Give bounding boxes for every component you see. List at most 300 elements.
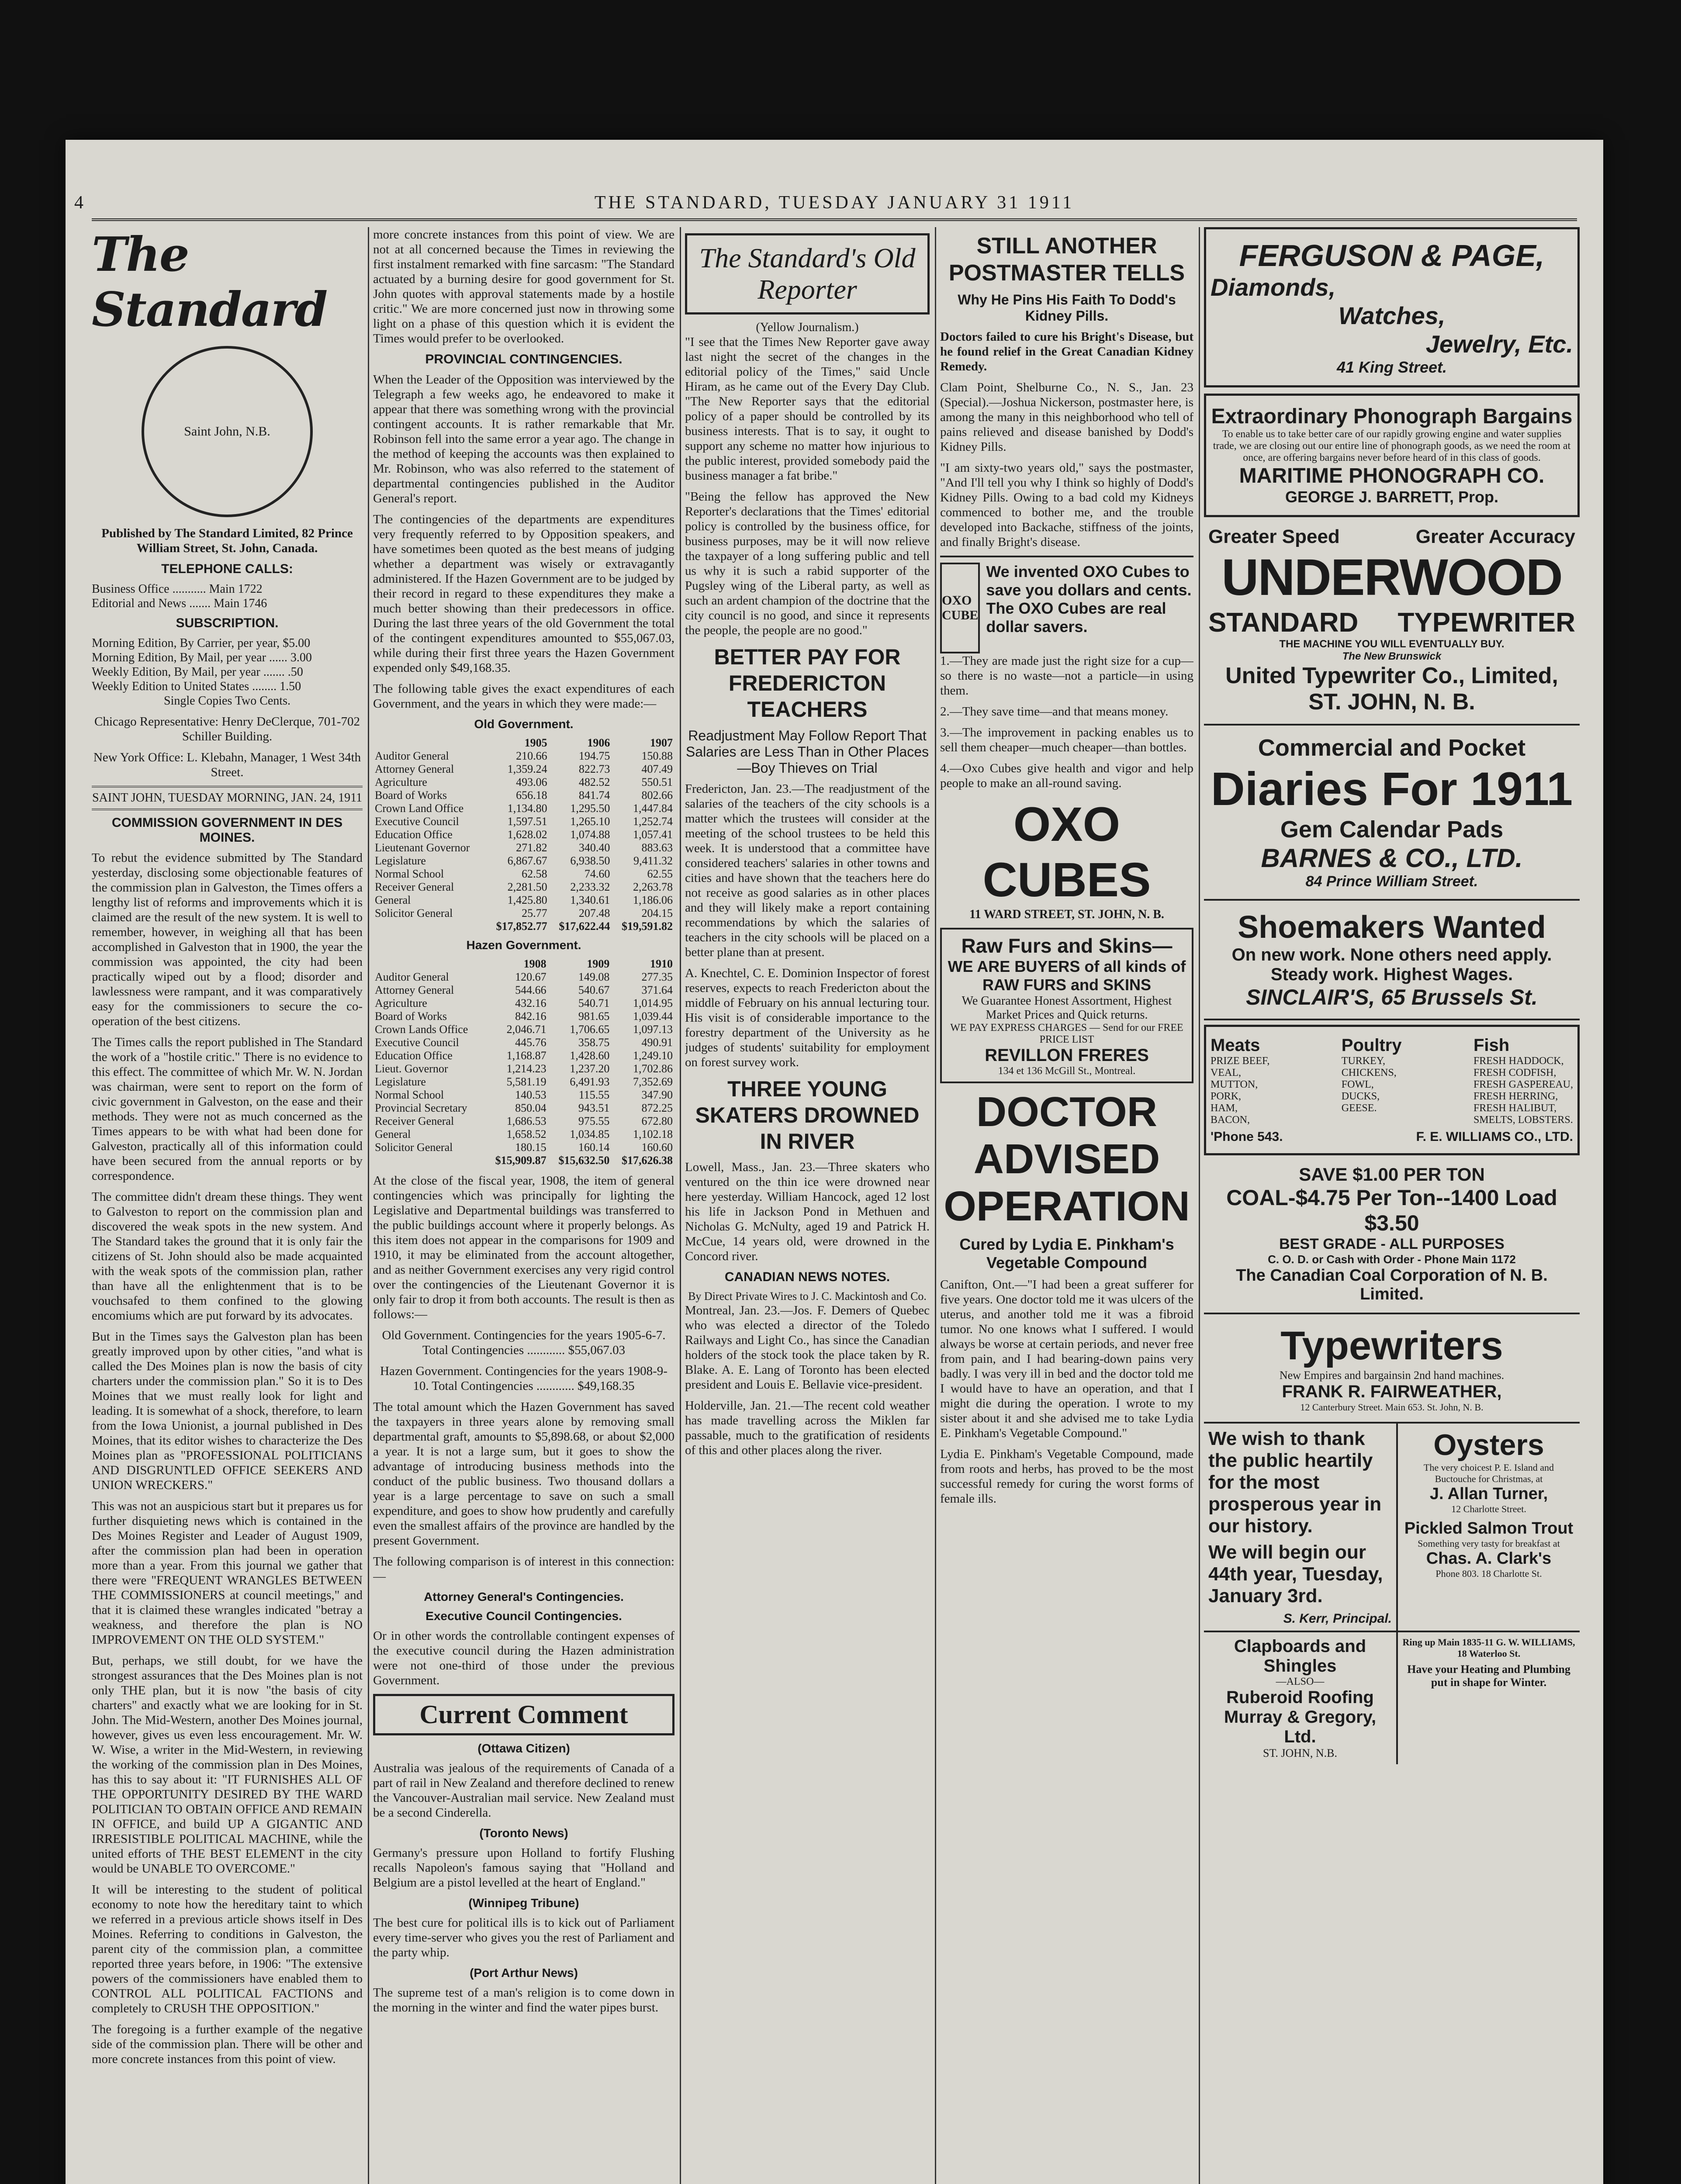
news-notes-heading: CANADIAN NEWS NOTES. bbox=[724, 1270, 890, 1284]
table-title: Hazen Government. bbox=[466, 938, 581, 952]
underwood-brand: UNDERWOOD bbox=[1221, 549, 1562, 606]
column-reporter bbox=[685, 227, 930, 2184]
meats-heading: Meats bbox=[1211, 1036, 1260, 1055]
table-cell: $19,591.82 bbox=[622, 920, 673, 933]
table-cell: Board of Works bbox=[375, 789, 447, 802]
table-row bbox=[373, 1049, 674, 1062]
underwood-line: STANDARD bbox=[1208, 608, 1359, 638]
coal-company: The Canadian Coal Corporation of N. B. Limited. bbox=[1236, 1266, 1548, 1303]
list-item: MUTTON, bbox=[1211, 1079, 1258, 1090]
list-item: BACON, bbox=[1211, 1114, 1250, 1126]
oxo-logo: OXO CUBES bbox=[982, 798, 1151, 907]
coal-save: SAVE $1.00 PER TON bbox=[1299, 1164, 1485, 1185]
table-cell: 120.67 bbox=[515, 971, 546, 983]
table-cell: 347.90 bbox=[641, 1089, 673, 1101]
table-row bbox=[373, 1089, 674, 1102]
table-cell: 5,581.19 bbox=[506, 1075, 546, 1088]
column-rule bbox=[680, 227, 681, 2184]
table-cell: 493.06 bbox=[516, 776, 547, 788]
table-cell: 1,168.87 bbox=[506, 1049, 546, 1062]
comment-source: (Port Arthur News) bbox=[470, 1966, 578, 1980]
diaries-b: Diaries For 1911 bbox=[1211, 762, 1573, 815]
table-row bbox=[373, 854, 674, 867]
table-cell: 204.15 bbox=[641, 907, 673, 919]
table-row bbox=[373, 971, 674, 984]
table-cell: Attorney General bbox=[375, 763, 454, 775]
table-cell: 140.53 bbox=[515, 1089, 546, 1101]
list-item: HAM, bbox=[1211, 1102, 1238, 1114]
table-cell: Legislature bbox=[375, 1075, 426, 1088]
kerr-ad bbox=[1204, 1424, 1398, 1631]
table-cell: Education Office bbox=[375, 1049, 453, 1062]
table-cell: 550.51 bbox=[641, 776, 673, 788]
table-row bbox=[373, 1023, 674, 1036]
comment-text: The supreme test of a man's religion is to come down in the morning in the winter and find the water pipes burst. bbox=[373, 1986, 674, 2015]
column-rule bbox=[368, 227, 369, 2184]
subscription-line: Morning Edition, By Carrier, per year, $5.00 bbox=[92, 636, 311, 650]
table-row bbox=[373, 920, 674, 933]
underwood-tag: Greater Speed bbox=[1208, 526, 1340, 547]
old-government-table bbox=[373, 736, 674, 933]
typewriters-heading: Typewriters bbox=[1280, 1324, 1503, 1368]
table-cell: 1,249.10 bbox=[633, 1049, 673, 1062]
oysters-address: 12 Charlotte Street. bbox=[1451, 1503, 1526, 1514]
underwood-line: TYPEWRITER bbox=[1397, 608, 1575, 638]
list-item: VEAL, bbox=[1211, 1067, 1241, 1078]
table-cell: Education Office bbox=[375, 828, 453, 841]
underwood-tag: Greater Accuracy bbox=[1415, 526, 1575, 547]
table-cell: 1905 bbox=[524, 736, 547, 749]
editorial-paragraph: The Times calls the report published in The Standard the work of a "hostile critic." There is no evidence to this effect. The committee of which Mr. W. N. Jordan was chairman, were sent to report on the form of civic government in Galveston, on the ease and their methods. They were not as much concerned as the Times appears to be with what had been done for Galveston, practically all of this information could have been secured from the annual reports or by correspondence. bbox=[92, 1035, 363, 1183]
article-paragraph: The contingencies of the departments are expenditures very frequently referred to by Opposition speakers, and have sometimes been quoted as the best means of judging whether a department was wisely or extravagantly administered. If the Hazen Government are to be judged by their record in regard to these expenditures they make a much better showing than their predecessors in office. During the last three years of the old Government the total of the contingent expenditures amounted to $55,067.03, while during their first three years the Hazen Government expended only $49,168.35. bbox=[373, 512, 674, 675]
table-row bbox=[373, 1010, 674, 1023]
ferguson-line: Diamonds, bbox=[1211, 273, 1336, 301]
oxo-address: 11 WARD STREET, ST. JOHN, N. B. bbox=[969, 908, 1164, 921]
seal-text: Saint John, N.B. bbox=[184, 424, 270, 439]
table-cell: Crown Lands Office bbox=[375, 1023, 468, 1036]
article-paragraph: Fredericton, Jan. 23.—The readjustment of the salaries of the teachers of the city schools is a matter which the trustees will consider at the meeting of the school trustees to be held this week. It is understood that a committee have considered teachers' salaries in other towns and cities and have shown that the teachers here do not receive as good salaries as in other places and they will likely make a report containing recommendations by which the salaries of teachers in the city schools will be placed on a better plane than at present. bbox=[685, 782, 930, 959]
list-item: SMELTS, LOBSTERS. bbox=[1473, 1114, 1573, 1126]
table-cell: 271.82 bbox=[516, 841, 547, 854]
williams-plumbing: Have your Heating and Plumbing put in shape for Winter. bbox=[1407, 1663, 1570, 1689]
kerr-thanks: We wish to thank the public heartily for the most prosperous year in our history. bbox=[1208, 1428, 1382, 1537]
current-comment-banner: Current Comment bbox=[373, 1694, 674, 1735]
table-cell: 981.65 bbox=[578, 1010, 610, 1023]
comment-source: (Toronto News) bbox=[479, 1826, 568, 1840]
telephone-heading: TELEPHONE CALLS: bbox=[161, 562, 293, 576]
table-cell: 194.75 bbox=[578, 750, 610, 762]
table-cell: 210.66 bbox=[516, 750, 547, 762]
table-cell: 802.66 bbox=[641, 789, 673, 802]
table-cell: 1,702.86 bbox=[633, 1062, 673, 1075]
chicago-rep: Chicago Representative: Henry DeClerque, 701-702 Schiller Building. bbox=[94, 715, 360, 743]
article-paragraph: Or in other words the controllable contingent expenses of the executive council during the Hazen administration were not one-third of those under the previous Government. bbox=[373, 1629, 674, 1687]
table-cell: 62.58 bbox=[522, 867, 547, 880]
table-row bbox=[373, 997, 674, 1010]
table-cell: 850.04 bbox=[515, 1102, 546, 1114]
murray-address: ST. JOHN, N.B. bbox=[1263, 1747, 1337, 1759]
diaries-a: Commercial and Pocket bbox=[1258, 735, 1526, 761]
skaters-headline: THREE YOUNG SKATERS DROWNED IN RIVER bbox=[695, 1077, 920, 1154]
table-cell: 1906 bbox=[587, 736, 610, 749]
table-cell: 841.74 bbox=[578, 789, 610, 802]
table-cell: Crown Land Office bbox=[375, 802, 464, 815]
table-cell: 943.51 bbox=[578, 1102, 610, 1114]
newspaper-flag: The Standard bbox=[92, 227, 327, 337]
table-cell: 25.77 bbox=[522, 907, 547, 919]
underwood-new: The New Brunswick bbox=[1342, 650, 1442, 662]
postmaster-headline: STILL ANOTHER POSTMASTER TELLS bbox=[948, 233, 1185, 286]
table-cell: Lieutenant Governor bbox=[375, 841, 470, 854]
typewriters-line: New Empires and bargainsin 2nd hand machines. bbox=[1279, 1369, 1505, 1382]
table-cell: 207.48 bbox=[578, 907, 610, 919]
diaries-company: BARNES & CO., LTD. bbox=[1261, 843, 1523, 873]
hazen-government-table bbox=[373, 957, 674, 1167]
list-item: FRESH GASPEREAU, bbox=[1473, 1079, 1573, 1090]
oxo-point: 3.—The improvement in packing enables us to sell them cheaper—much cheaper—than bottles. bbox=[940, 726, 1193, 754]
table-cell: 62.55 bbox=[647, 867, 673, 880]
publisher-line: Published by The Standard Limited, 82 Prince William Street, St. John, Canada. bbox=[101, 526, 353, 555]
article-paragraph: Holderville, Jan. 21.—The recent cold weather has made travelling across the Miklen far passable, much to the gratification of residents of this and other places along the river. bbox=[685, 1399, 930, 1457]
article-paragraph: Montreal, Jan. 23.—Jos. F. Demers of Quebec who was elected a director of the Toledo Railways and Light Co., has since the Canadian holders of the stock took the place taken by R. Blake. A. E. Lang of Toronto has been elected president and Louis E. Bellavie vice-president. bbox=[685, 1303, 930, 1392]
table-cell: 340.40 bbox=[578, 841, 610, 854]
comment-source: (Winnipeg Tribune) bbox=[468, 1896, 579, 1910]
table-cell: 1,186.06 bbox=[633, 894, 673, 906]
phonograph-company: MARITIME PHONOGRAPH CO. bbox=[1239, 464, 1545, 487]
table-cell: Normal School bbox=[375, 1089, 444, 1101]
table-cell: 277.35 bbox=[641, 971, 673, 983]
oxo-box-icon: OXO CUBE bbox=[940, 563, 980, 653]
table-row bbox=[373, 867, 674, 881]
comment-source: (Ottawa Citizen) bbox=[477, 1742, 570, 1755]
table-cell: 160.14 bbox=[578, 1141, 610, 1154]
poultry-heading: Poultry bbox=[1341, 1036, 1402, 1055]
table-cell: 672.80 bbox=[641, 1115, 673, 1127]
table-row bbox=[373, 1128, 674, 1141]
table-row bbox=[373, 776, 674, 789]
table-cell: 1,034.85 bbox=[570, 1128, 610, 1140]
typewriters-company: FRANK R. FAIRWEATHER, bbox=[1282, 1382, 1502, 1401]
table-cell: 1,628.02 bbox=[507, 828, 547, 841]
table-cell: 1,447.84 bbox=[633, 802, 673, 815]
table-cell: Executive Council bbox=[375, 1036, 459, 1049]
column-ads-right bbox=[1204, 227, 1580, 2184]
table-cell: 1,265.10 bbox=[570, 815, 610, 828]
table-cell: 656.18 bbox=[516, 789, 547, 802]
article-paragraph: Clam Point, Shelburne Co., N. S., Jan. 23 (Special).—Joshua Nickerson, postmaster here, is among the many in this neighborhood who tell of pains relieved and disease banished by Dodd's Kidney Pills. bbox=[940, 380, 1193, 454]
ferguson-line: Watches, bbox=[1338, 302, 1446, 329]
shoemakers-heading: Shoemakers Wanted bbox=[1238, 910, 1546, 945]
comment-text: The best cure for political ills is to kick out of Parliament every time-server who gives you the rest of Parliament and the party whip. bbox=[373, 1916, 674, 1959]
column-contingencies bbox=[373, 227, 674, 2184]
table-cell: 358.75 bbox=[578, 1036, 610, 1049]
furs-name: REVILLON FRERES bbox=[985, 1046, 1149, 1065]
table-cell: $17,626.38 bbox=[622, 1154, 673, 1167]
clapboards-also: —ALSO— bbox=[1276, 1676, 1325, 1687]
table-cell: 6,867.67 bbox=[507, 854, 547, 867]
article-paragraph: At the close of the fiscal year, 1908, the item of general contingencies which was principally for lighting the Legislative and Departmental buildings was transferred to the public buildings account where it properly belongs. As this item does not appear in the comparisons for 1909 and 1910, it may be eliminated from the account altogether, and as neither Government exercises any very rigid control over the contingencies of the Lieutenant Governor it is only fair to drop it from both accounts. The result is then as follows:— bbox=[373, 1174, 674, 1321]
table-cell: 540.67 bbox=[578, 984, 610, 996]
oxo-point: 4.—Oxo Cubes give health and vigor and help people to make an all-round saving. bbox=[940, 761, 1193, 790]
old-reporter-title: The Standard's Old Reporter bbox=[685, 233, 930, 314]
article-lead: Doctors failed to cure his Bright's Disease, but he found relief in the Great Canadian Kidney Remedy. bbox=[940, 330, 1193, 373]
furs-guarantee: We Guarantee Honest Assortment, Highest Market Prices and Quick returns. bbox=[962, 994, 1172, 1022]
table-cell: 160.60 bbox=[641, 1141, 673, 1154]
doctor-headline: DOCTOR ADVISED OPERATION bbox=[944, 1089, 1190, 1230]
table-cell: Provincial Secretary bbox=[375, 1102, 467, 1114]
column-rule bbox=[1199, 227, 1200, 2184]
table-cell: Attorney General bbox=[375, 984, 454, 996]
subscription-line: Weekly Edition, By Mail, per year ....... .50 bbox=[92, 665, 303, 679]
salmon-line: Something very tasty for breakfast at bbox=[1418, 1538, 1560, 1549]
table-cell: Receiver General bbox=[375, 1115, 454, 1127]
table-cell: Agriculture bbox=[375, 776, 427, 788]
fish-heading: Fish bbox=[1473, 1036, 1510, 1055]
table-cell: 150.88 bbox=[641, 750, 673, 762]
summary-new: Hazen Government. Contingencies for the years 1908-9-10. Total Contingencies ............ $49,168.35 bbox=[380, 1364, 668, 1393]
murray-gregory: Murray & Gregory, Ltd. bbox=[1224, 1707, 1377, 1746]
ferguson-line: Jewelry, Etc. bbox=[1425, 330, 1573, 358]
table-cell: 6,938.50 bbox=[570, 854, 610, 867]
table-cell: 1,057.41 bbox=[633, 828, 673, 841]
table-cell: Agriculture bbox=[375, 997, 427, 1009]
contingencies-heading: PROVINCIAL CONTINGENCIES. bbox=[425, 352, 623, 366]
salmon-address: Phone 803. 18 Charlotte St. bbox=[1435, 1568, 1542, 1579]
oysters-line: The very choicest P. E. Island and Buctouche for Christmas, at bbox=[1423, 1462, 1554, 1484]
table-cell: Legislature bbox=[375, 854, 426, 867]
editorial-paragraph: The committee didn't dream these things. They went to Galveston to report on the commission plan and discovered the weak spots in the new system. And The Standard takes the ground that it is only fair the citizens of St. John should also be made acquainted with the weak spots of the commission plan, rather than have all the enlightenment that is to be vouchsafed to them confined to the glowing encomiums which are put forward by its advocates. bbox=[92, 1190, 363, 1323]
table-cell: 1,074.88 bbox=[570, 828, 610, 841]
table-cell bbox=[373, 957, 485, 971]
list-item: FOWL, bbox=[1341, 1079, 1374, 1090]
table-cell: 7,352.69 bbox=[633, 1075, 673, 1088]
editorial-paragraph: more concrete instances from this point of view. We are not at all concerned because the Times in reviewing the first instalment remarked with fine sarcasm: "The Standard actuated by a burning desire for good government for St. John quotes with approval statements made by a hostile critic." We are more concerned just now in throwing some light on a phase of this question which it is evident the Times would prefer to be overlooked. bbox=[373, 228, 674, 346]
article-paragraph: The following table gives the exact expenditures of each Government, and the years in which they were made:— bbox=[373, 682, 674, 711]
editorial-paragraph: This was not an auspicious start but it prepares us for further disquieting news which is contained in the Des Moines Register and Leader of August 1909, after the commission plan had been in operation more than a year. From this journal we gather that there were "FREQUENT WRANGLES BETWEEN THE COMMISSIONERS at council meetings," and that it is claimed these wrangles indicated "betray a weakness, and therefore the plan is NO IMPROVEMENT ON THE OLD SYSTEM." bbox=[92, 1499, 363, 1647]
column-editorial bbox=[92, 227, 363, 2184]
subscription-line: Morning Edition, By Mail, per year ...... 3.00 bbox=[92, 651, 312, 664]
table-cell: 115.55 bbox=[578, 1089, 610, 1101]
phonograph-body: To enable us to take better care of our rapidly growing engine and water supplies trade, we are closing out our entire line of phonograph goods, as we need the room at once, are offering bargains never before heard of in this class of goods. bbox=[1213, 429, 1571, 463]
list-item: FRESH HADDOCK, bbox=[1473, 1055, 1564, 1067]
table-cell: 1,706.65 bbox=[570, 1023, 610, 1036]
williams-company: F. E. WILLIAMS CO., LTD. bbox=[1416, 1130, 1573, 1144]
list-item: FRESH HALIBUT, bbox=[1473, 1102, 1557, 1114]
city-seal-icon bbox=[142, 346, 313, 517]
table-cell bbox=[373, 736, 486, 750]
table-cell: Auditor General bbox=[375, 750, 449, 762]
subscription-heading: SUBSCRIPTION. bbox=[176, 616, 279, 630]
oxo-point: 1.—They are made just the right size for a cup—so there is no waste—not a particle—in using them. bbox=[940, 654, 1193, 698]
list-item: DUCKS, bbox=[1341, 1091, 1380, 1102]
table-cell: 1,658.52 bbox=[506, 1128, 546, 1140]
table-cell: 1,295.50 bbox=[570, 802, 610, 815]
table-cell: Lieut. Governor bbox=[375, 1062, 448, 1075]
table-row bbox=[373, 1154, 674, 1167]
article-paragraph: When the Leader of the Opposition was interviewed by the Telegraph a few weeks ago, he endeavored to make it appear that there was something wrong with the provincial contingent accounts. It is rather remarkable that Mr. Robinson fell into the same error a year ago. The change in the method of keeping the accounts was then explained to Mr. Robinson, who was also referred to the statement of departmental contingencies published in the Auditor General's report. bbox=[373, 373, 674, 505]
old-reporter-sub: (Yellow Journalism.) bbox=[756, 321, 859, 334]
table-cell: 149.08 bbox=[578, 971, 610, 983]
table-cell: 975.55 bbox=[578, 1115, 610, 1127]
table-cell: $15,909.87 bbox=[495, 1154, 546, 1167]
salmon-heading: Pickled Salmon Trout bbox=[1404, 1519, 1574, 1538]
phonograph-prop: GEORGE J. BARRETT, Prop. bbox=[1285, 488, 1499, 506]
table-row bbox=[373, 802, 674, 815]
table-cell: 1,340.61 bbox=[570, 894, 610, 906]
table-row bbox=[373, 1036, 674, 1049]
typewriters-address: 12 Canterbury Street. Main 653. St. John, N. B. bbox=[1300, 1402, 1484, 1413]
table-cell: 1,252.74 bbox=[633, 815, 673, 828]
table-cell: 432.16 bbox=[515, 997, 546, 1009]
table-title: Executive Council Contingencies. bbox=[425, 1609, 622, 1623]
table-row bbox=[373, 1062, 674, 1075]
article-paragraph: Lowell, Mass., Jan. 23.—Three skaters who ventured on the thin ice were drowned near here yesterday. William Hancock, aged 12 lost his life in Jackson Pond in Methuen and Nicholas G. McNulty, aged 19 and Patrick H. McCue, 14 years old, were drowned in the Concord river. bbox=[685, 1160, 930, 1263]
table-cell: 2,233.32 bbox=[570, 881, 610, 893]
table-cell: 822.73 bbox=[578, 763, 610, 775]
table-cell: 445.76 bbox=[515, 1036, 546, 1049]
article-paragraph: Canifton, Ont.—"I had been a great sufferer for five years. One doctor told me it was ulcers of the uterus, and another told me it was a fibroid tumor. No one knows what I suffered. I would always be worse at certain periods, and never free from pain, and I had bearing-down pains very badly. I was very ill in bed and the doctor told me I would have to have an operation, and that I might die during the operation. I wrote to my sister about it and she advised me to take Lydia E. Pinkham's Vegetable Compound." bbox=[940, 1278, 1193, 1440]
table-cell: $17,852.77 bbox=[496, 920, 547, 933]
diaries-c: Gem Calendar Pads bbox=[1280, 816, 1504, 843]
table-cell: 490.91 bbox=[641, 1036, 673, 1049]
table-cell: 6,491.93 bbox=[570, 1075, 610, 1088]
editorial-paragraph: The foregoing is a further example of the negative side of the commission plan. There will be other and more concrete instances from this point of view. bbox=[92, 2022, 363, 2066]
williams-phone: 'Phone 543. bbox=[1211, 1130, 1283, 1144]
list-item: PORK, bbox=[1211, 1091, 1242, 1102]
phonograph-heading: Extraordinary Phonograph Bargains bbox=[1211, 405, 1573, 428]
table-cell: Solicitor General bbox=[375, 1141, 453, 1154]
news-notes-sub: By Direct Private Wires to J. C. Mackintosh and Co. bbox=[688, 1290, 927, 1303]
table-cell: 371.64 bbox=[641, 984, 673, 996]
article-paragraph: The following comparison is of interest in this connection:— bbox=[373, 1555, 674, 1583]
table-cell: 1,097.13 bbox=[633, 1023, 673, 1036]
table-row bbox=[373, 907, 674, 920]
editorial-paragraph: To rebut the evidence submitted by The Standard yesterday, disclosing some objectionable features of the commission plan in Galveston, the Times offers a lengthy list of reforms and improvements which it is claimed are the result of the new system. It is well to remember, however, in weighing all that has been accomplished in Galveston that in 1900, the year the commission was appointed, the city had been practically wiped out by a flood; disorder and lawlessness were rampant, and it was comparatively easy for the commissioners to secure the co-operation of the best citizens. bbox=[92, 851, 363, 1028]
telephone-line: Business Office ........... Main 1722 bbox=[92, 582, 263, 596]
table-cell: 1,686.53 bbox=[506, 1115, 546, 1127]
shoemakers-a: On new work. None others need apply. bbox=[1231, 945, 1552, 964]
postmaster-subhead: Why He Pins His Faith To Dodd's Kidney Pills. bbox=[958, 292, 1176, 324]
comment-text: Australia was jealous of the requirements of Canada of a part of rail in New Zealand and therefore declined to renew the Vancouver-Australian mail service. New Zealand must be a second Cinderella. bbox=[373, 1761, 674, 1820]
table-cell: 1,014.95 bbox=[633, 997, 673, 1009]
table-row bbox=[373, 881, 674, 894]
masthead: THE STANDARD, TUESDAY JANUARY 31 1911 bbox=[92, 192, 1577, 221]
column-rule bbox=[935, 227, 936, 2184]
table-row bbox=[373, 789, 674, 802]
article-paragraph: A. Knechtel, C. E. Dominion Inspector of forest reserves, expects to reach Fredericton about the middle of February on his annual lecturing tour. His visit is of considerable importance to the forestry department of the University as he judges of students' suitability for employment on forest survey work. bbox=[685, 966, 930, 1069]
table-row bbox=[373, 736, 674, 750]
table-cell: General bbox=[375, 1128, 411, 1140]
table-cell: 1909 bbox=[587, 957, 610, 970]
table-cell: 2,281.50 bbox=[507, 881, 547, 893]
ferguson-address: 41 King Street. bbox=[1336, 358, 1447, 376]
table-row bbox=[373, 957, 674, 971]
diaries-address: 84 Prince William Street. bbox=[1305, 873, 1478, 890]
table-cell: 482.52 bbox=[578, 776, 610, 788]
table-cell: Auditor General bbox=[375, 971, 449, 983]
kerr-begin: We will begin our 44th year, Tuesday, January 3rd. bbox=[1208, 1541, 1383, 1607]
furs-free: WE PAY EXPRESS CHARGES — Send for our FREE PRICE LIST bbox=[950, 1022, 1183, 1045]
subscription-line: Weekly Edition to United States ........ 1.50 bbox=[92, 680, 301, 693]
comment-text: Germany's pressure upon Holland to fortify Flushing recalls Napoleon's famous saying that "Holland and Belgium are a pistol levelled at the heart of England." bbox=[373, 1846, 674, 1890]
newspaper-page bbox=[66, 140, 1603, 2184]
summary-old: Old Government. Contingencies for the years 1905-6-7. Total Contingencies ............ $55,067.03 bbox=[382, 1328, 666, 1357]
table-cell: 407.49 bbox=[641, 763, 673, 775]
table-cell: 1,359.24 bbox=[507, 763, 547, 775]
list-item: TURKEY, bbox=[1341, 1055, 1386, 1067]
dateline: SAINT JOHN, TUESDAY MORNING, JAN. 24, 1911 bbox=[92, 786, 363, 810]
table-cell: 1,425.80 bbox=[507, 894, 547, 906]
clapboards-heading: Clapboards and Shingles bbox=[1234, 1637, 1366, 1676]
table-cell: $15,632.50 bbox=[558, 1154, 610, 1167]
williams-ring: Ring up Main 1835-11 G. W. WILLIAMS, 18 Waterloo St. bbox=[1402, 1637, 1575, 1659]
telephone-line: Editorial and News ....... Main 1746 bbox=[92, 597, 267, 610]
article-paragraph: Lydia E. Pinkham's Vegetable Compound, made from roots and herbs, has proved to be the most successful remedy for curing the worst forms of female ills. bbox=[940, 1447, 1193, 1506]
table-cell: 1,039.44 bbox=[633, 1010, 673, 1023]
editorial-paragraph: But, perhaps, we still doubt, for we have the strongest assurances that the Des Moines plan is not only THE plan, but it is now "the basis of city charters" and exactly what we are looking for in St. John. The Mid-Western, another Des Moines journal, however, gives us even less encouragement. Mr. W. W. Wise, a writer in the Mid-Western, in reviewing the working of the commission plan in Des Moines, has this to say about it: "IT FURNISHES ALL OF THE OPPORTUNITY DESIRED BY THE WARD POLITICIAN TO OBTAIN OFFICE AND REMAIN IN OFFICE, and build UP A GIGANTIC AND IRRESISTIBLE POLITICAL MACHINE, while the united efforts of THE BEST ELEMENT in the city would be UNABLE TO OVERCOME." bbox=[92, 1654, 363, 1876]
table-cell: 1910 bbox=[650, 957, 673, 970]
article-paragraph: The total amount which the Hazen Government has saved the taxpayers in three years alone by removing small departmental graft, amounts to $5,898.68, or about $2,000 a year. It is not a large sum, but it goes to show the advantage of introducing business methods into the conduct of the public business. Two thousand dollars a year is a large percentage to save on such a small expenditure, and goes to show how prudently and carefully even the smallest affairs of the province are handled by the present Government. bbox=[373, 1400, 674, 1548]
table-row bbox=[373, 1075, 674, 1089]
table-row bbox=[373, 894, 674, 907]
table-cell: 74.60 bbox=[584, 867, 610, 880]
newyork-office: New York Office: L. Klebahn, Manager, 1 West 34th Street. bbox=[93, 750, 361, 779]
table-cell: 2,046.71 bbox=[506, 1023, 546, 1036]
table-row bbox=[373, 1141, 674, 1154]
coal-price: COAL-$4.75 Per Ton--1400 Load $3.50 bbox=[1226, 1185, 1557, 1235]
table-cell bbox=[373, 1154, 485, 1167]
list-item: FRESH HERRING, bbox=[1473, 1091, 1558, 1102]
ferguson-name: FERGUSON & PAGE, bbox=[1239, 238, 1545, 273]
table-cell: 1,214.23 bbox=[506, 1062, 546, 1075]
table-row bbox=[373, 1115, 674, 1128]
table-cell: 1,428.60 bbox=[570, 1049, 610, 1062]
underwood-slogan: THE MACHINE YOU WILL EVENTUALLY BUY. bbox=[1279, 638, 1505, 650]
table-cell: 180.15 bbox=[515, 1141, 546, 1154]
table-row bbox=[373, 1102, 674, 1115]
table-row bbox=[373, 841, 674, 854]
table-cell: Receiver General bbox=[375, 881, 454, 893]
table-cell bbox=[373, 920, 486, 933]
doctor-subhead: Cured by Lydia E. Pinkham's Vegetable Compound bbox=[959, 1235, 1174, 1272]
furs-buyers: WE ARE BUYERS of all kinds of RAW FURS and SKINS bbox=[948, 957, 1186, 994]
furs-heading: Raw Furs and Skins— bbox=[961, 934, 1173, 957]
table-cell: 540.71 bbox=[578, 997, 610, 1009]
subscription-line: Single Copies Two Cents. bbox=[164, 694, 291, 708]
table-cell: 1,102.18 bbox=[633, 1128, 673, 1140]
article-paragraph: "Being the fellow has approved the New Reporter's declarations that the Times' editorial policy is controlled by the business office, for business purposes, may be it will now relieve the taxpayer of a long suffering public and tell us why it is such a rabid supporter of the Pugsley wing of the Liberal party, as well as such an ardent champion of the doctrine that the city council is no good, and since it represents the people, the people are no good." bbox=[685, 490, 930, 637]
ruberoid: Ruberoid Roofing bbox=[1226, 1688, 1374, 1707]
table-title: Attorney General's Contingencies. bbox=[424, 1590, 624, 1603]
table-cell: Normal School bbox=[375, 867, 444, 880]
table-cell: Solicitor General bbox=[375, 907, 453, 919]
list-item: GEESE. bbox=[1341, 1102, 1377, 1114]
list-item: PRIZE BEEF, bbox=[1211, 1055, 1270, 1067]
shoemakers-company: SINCLAIR'S, 65 Brussels St. bbox=[1246, 985, 1538, 1009]
furs-address: 134 et 136 McGill St., Montreal. bbox=[998, 1065, 1136, 1077]
underwood-company: United Typewriter Co., Limited, ST. JOHN, N. B. bbox=[1225, 663, 1558, 715]
table-row bbox=[373, 763, 674, 776]
table-cell: 1908 bbox=[523, 957, 546, 970]
coal-grade: BEST GRADE - ALL PURPOSES bbox=[1279, 1236, 1505, 1252]
oysters-heading: Oysters bbox=[1433, 1428, 1544, 1462]
article-paragraph: "I see that the Times New Reporter gave away last night the secret of the changes in the editorial policy of the Times," said Uncle Hiram, as he came out of the Every Day Club. "The New Reporter says that the editorial policy of a paper should be controlled by its business interests. That is to say, it ought to support any scheme no matter how injurious to the public interest, provided somebody paid the business manager a fat bribe." bbox=[685, 335, 930, 483]
shoemakers-b: Steady work. Highest Wages. bbox=[1270, 965, 1513, 984]
table-cell: Board of Works bbox=[375, 1010, 447, 1023]
oysters-company: J. Allan Turner, bbox=[1429, 1485, 1548, 1503]
kerr-principal: S. Kerr, Principal. bbox=[1283, 1611, 1392, 1626]
coal-terms: C. O. D. or Cash with Order - Phone Main 1172 bbox=[1268, 1253, 1516, 1266]
